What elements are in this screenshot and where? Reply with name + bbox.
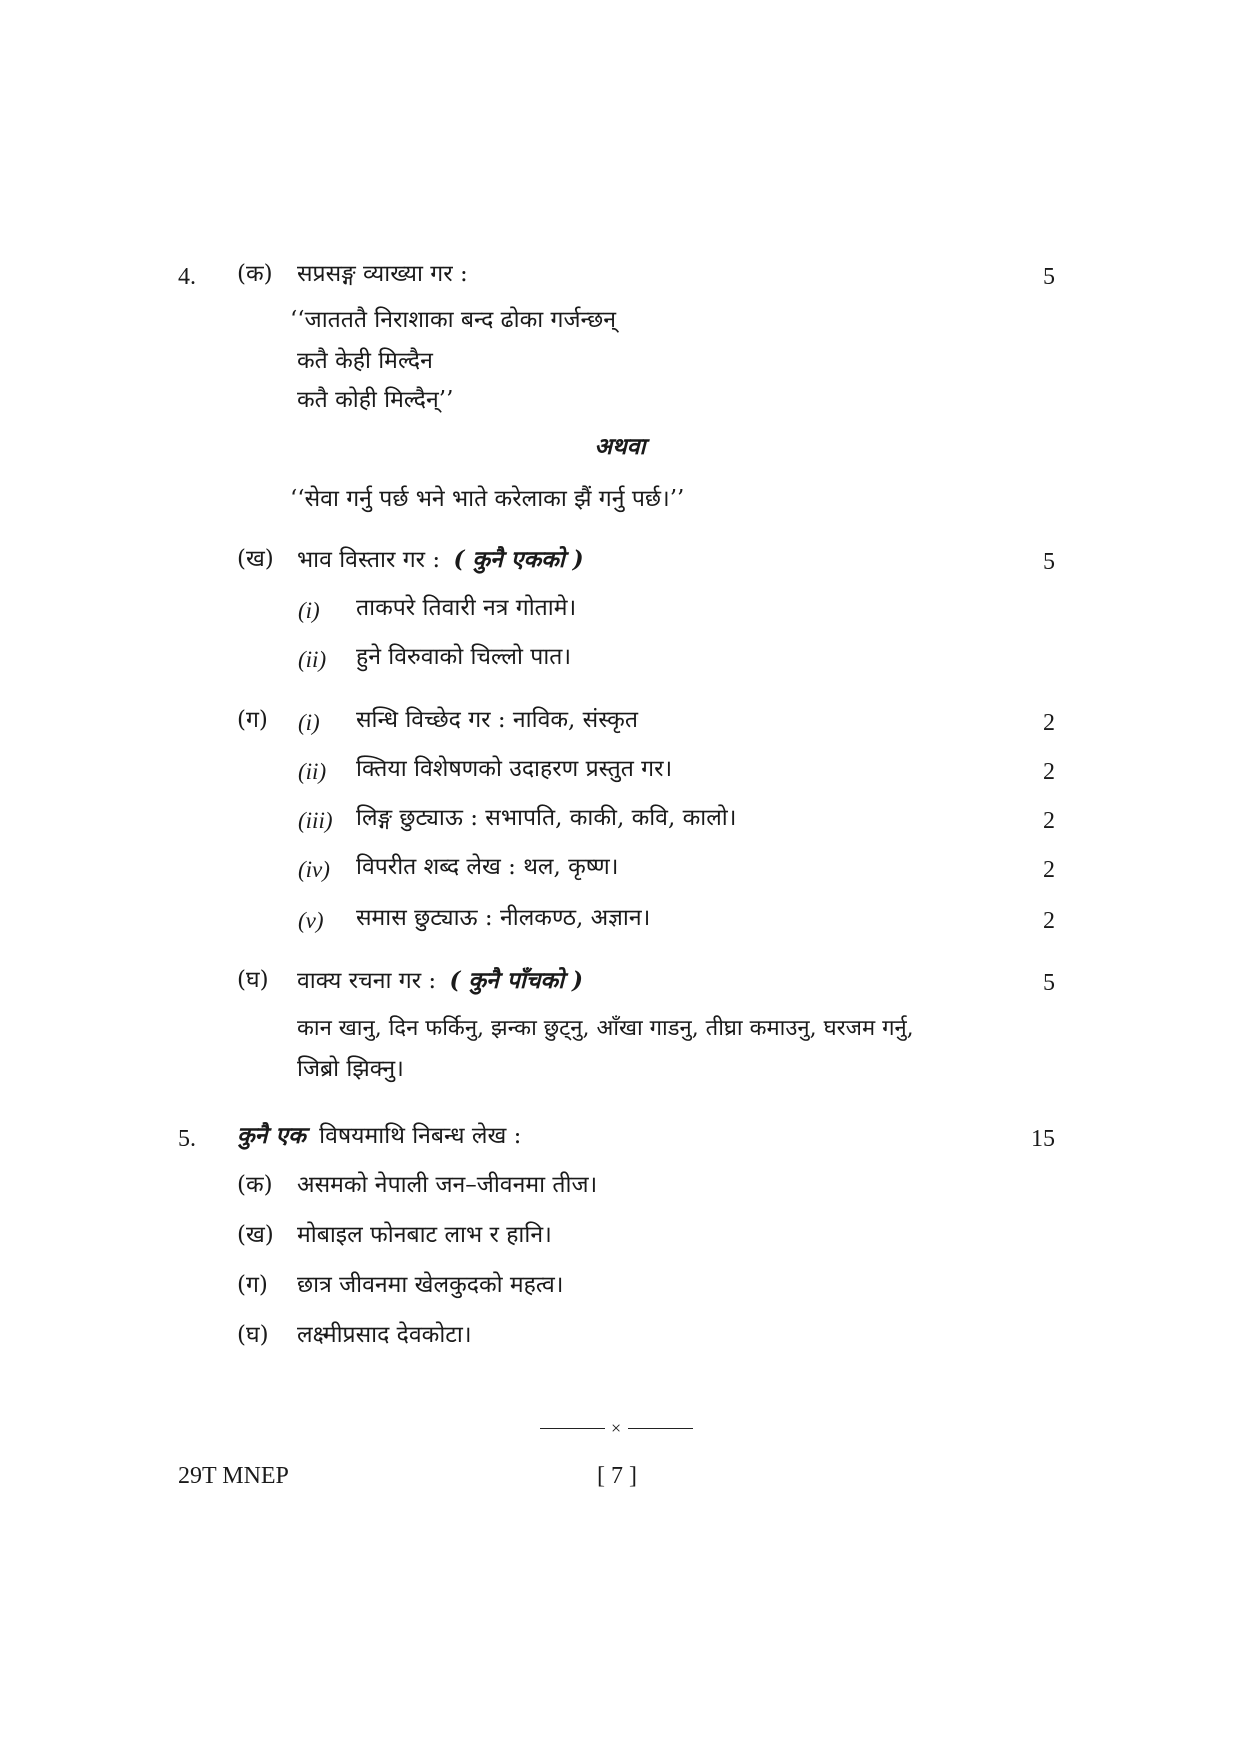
poem-line-3: कतै कोही मिल्दैन्’’ bbox=[297, 387, 454, 413]
q4-kha-label: (ख) bbox=[237, 546, 274, 572]
q5-text: विषयमाथि निबन्ध लेख : bbox=[319, 1123, 522, 1149]
q4-gha-words-line-2: जिब्रो झिक्नु। bbox=[297, 1056, 404, 1082]
q4-ga-item-1-marks: 2 bbox=[1043, 710, 1055, 736]
q4-ga-label: (ग) bbox=[237, 707, 268, 733]
q4-ga-item-1-number: (i) bbox=[298, 710, 320, 735]
q4-kha-marks: 5 bbox=[1043, 549, 1055, 575]
q4-gha-words-line-1: कान खानु, दिन फर्किनु, झन्का छुट्नु, आँखा गाडनु, तीघ्रा कमाउनु, घरजम गर्नु, bbox=[297, 1016, 914, 1041]
q4-ka-alternative: ‘‘सेवा गर्नु पर्छ भने भाते करेलाका झैं गर्नु पर्छ।’’ bbox=[290, 486, 685, 512]
q4-gha-marks: 5 bbox=[1043, 970, 1055, 996]
q5-option-3-label: (ग) bbox=[237, 1272, 268, 1298]
end-mark-cross: × bbox=[611, 1418, 622, 1438]
q5-option-4-text: लक्ष्मीप्रसाद देवकोटा। bbox=[297, 1322, 472, 1348]
q4-ga-item-2-marks: 2 bbox=[1043, 759, 1055, 785]
question-number-5: 5. bbox=[178, 1126, 196, 1152]
q5-option-4-label: (घ) bbox=[237, 1322, 269, 1348]
q4-ga-item-1-text: सन्धि विच्छेद गर : नाविक, संस्कृत bbox=[356, 707, 638, 733]
poem-line-1: ‘‘जातततै निराशाका बन्द ढोका गर्जन्छन् bbox=[290, 307, 616, 333]
q4-ga-item-2-number: (ii) bbox=[298, 759, 327, 784]
q5-option-1-label: (क) bbox=[237, 1172, 273, 1198]
q4-ga-item-5-marks: 2 bbox=[1043, 908, 1055, 934]
q4-ka-instruction: सप्रसङ्ग व्याख्या गर : bbox=[297, 261, 468, 287]
q4-ga-item-5-number: (v) bbox=[298, 908, 324, 933]
q4-ga-item-2-text: क्तिया विशेषणको उदाहरण प्रस्तुत गर। bbox=[356, 756, 673, 782]
q4-ga-item-4-number: (iv) bbox=[298, 857, 330, 882]
or-separator: अथवा bbox=[594, 433, 646, 460]
question-number-4: 4. bbox=[178, 264, 196, 290]
q4-ga-item-5-text: समास छुट्याऊ : नीलकण्ठ, अज्ञान। bbox=[356, 905, 651, 931]
q4-gha-choice: ( कुनै पाँचको ) bbox=[449, 967, 583, 994]
q4-ga-item-3-number: (iii) bbox=[298, 808, 333, 833]
q5-emphasis: कुनै एक bbox=[237, 1122, 306, 1149]
q4-ka-marks: 5 bbox=[1043, 264, 1055, 290]
q4-ka-label: (क) bbox=[237, 261, 273, 287]
q4-kha-text: भाव विस्तार गर : bbox=[297, 547, 441, 573]
q4-kha-choice: ( कुनै एकको ) bbox=[453, 546, 584, 573]
q4-kha-item-1-text: ताकपरे तिवारी नत्र गोतामे। bbox=[356, 595, 577, 621]
q5-option-2-text: मोबाइल फोनबाट लाभ र हानि। bbox=[297, 1222, 552, 1248]
q4-gha-label: (घ) bbox=[237, 967, 269, 993]
q4-ga-item-4-text: विपरीत शब्द लेख : थल, कृष्ण। bbox=[356, 854, 619, 880]
q4-kha-item-2-number: (ii) bbox=[298, 647, 327, 672]
q5-instruction bbox=[237, 1124, 521, 1148]
q5-marks: 15 bbox=[1031, 1126, 1055, 1152]
q4-gha-instruction bbox=[297, 969, 583, 993]
q4-gha-text: वाक्य रचना गर : bbox=[297, 968, 437, 994]
q4-ga-item-3-text: लिङ्ग छुट्याऊ : सभापति, काकी, कवि, कालो। bbox=[356, 805, 737, 831]
page-number: [ 7 ] bbox=[597, 1463, 637, 1489]
paper-code: 29T MNEP bbox=[178, 1463, 289, 1489]
q4-ga-item-4-marks: 2 bbox=[1043, 857, 1055, 883]
q4-kha-instruction bbox=[297, 548, 584, 572]
q4-kha-item-1-number: (i) bbox=[298, 598, 320, 623]
q4-kha-item-2-text: हुने विरुवाको चिल्लो पात। bbox=[356, 644, 572, 670]
q5-option-3-text: छात्र जीवनमा खेलकुदको महत्व। bbox=[297, 1272, 564, 1298]
q5-option-2-label: (ख) bbox=[237, 1222, 274, 1248]
q4-ga-item-3-marks: 2 bbox=[1043, 808, 1055, 834]
end-of-paper-mark bbox=[540, 1418, 700, 1438]
poem-line-2: कतै केही मिल्दैन bbox=[297, 348, 433, 374]
q5-option-1-text: असमको नेपाली जन–जीवनमा तीज। bbox=[297, 1172, 598, 1198]
